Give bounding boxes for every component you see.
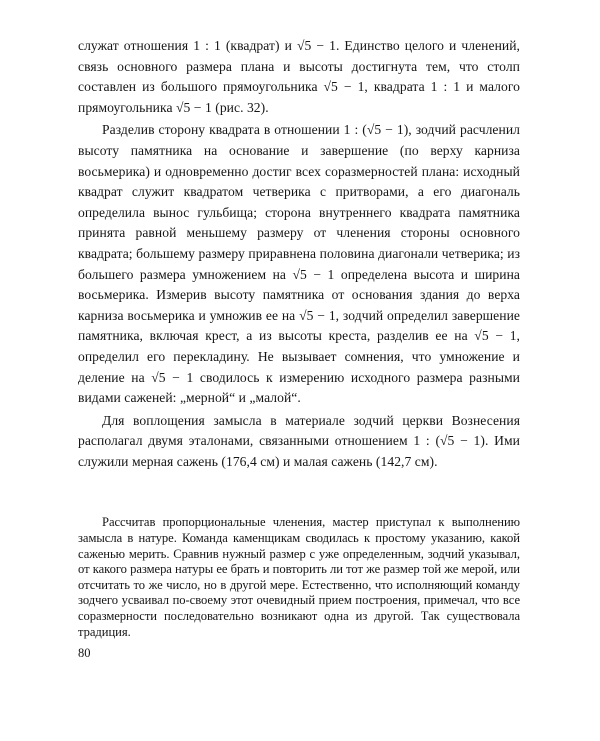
paragraph-standards: Для воплощения замысла в материале зодчий церкви Вознесения располагал двумя эталонами, связанными отношением 1 : (√5 − 1). Ими служили мерная сажень (176,4 см) и малая сажень (142,7 см). <box>78 412 520 469</box>
book-page <box>78 36 520 661</box>
page-number: 80 <box>78 646 91 661</box>
paragraph-division: Разделив сторону квадрата в отношении 1 : (√5 − 1), зодчий расчленил высоту памятника на основание и завершение (по верху карниза восьмерика) и одновременно достиг всех соразмерностей плана: исходный квадрат служит квадратом четверика с притворами, а его диагональ определила вынос гульбища; сторона внутреннего квадрата памятника принята равной меньшему размеру от членения стороны основного квадрата; большему размеру приравнена половина диагонали четверика; из большего размера умножением на √5 − 1 определена высота и ширина восьмерика. Измерив высоту памятника от основания здания до верха карниза восьмерика и умножив ее на √5 − 1, зодчий определил завершение памятника, включая крест, а из высоты креста, разделив ее на √5 − 1, определил его перекладину. Не вызывает сомнения, что умножение и деление на √5 − 1 сводилось к измерению исходного размера разными видами саженей: „мерной“ и „малой“. <box>78 122 520 406</box>
paragraph-tradition: Рассчитав пропорциональные членения, мастер приступал к выполнению замысла в натуре. Команда каменщикам сводилась к простому указанию, какой саженью мерить. Сравнив нужный размер с уже определенным, зодчий указывал, от какого размера натуры ее брать и повторить ли тот же размер той же мерой, или отсчитать то же число, но в другой мере. Естественно, что исполняющий команду зодчего усваивал по-своему этот очевидный прием построения, примечал, что все соразмерности последовательно возникают одна из другой. Так существовала традиция. <box>78 515 520 639</box>
paragraph-proportions: служат отношения 1 : 1 (квадрат) и √5 − 1. Единство целого и членений, связь основного размера плана и высоты достигнута тем, что столп составлен из большого прямоугольника √5 − 1, квадрата 1 : 1 и малого прямоугольника √5 − 1 (рис. 32). <box>78 38 520 115</box>
